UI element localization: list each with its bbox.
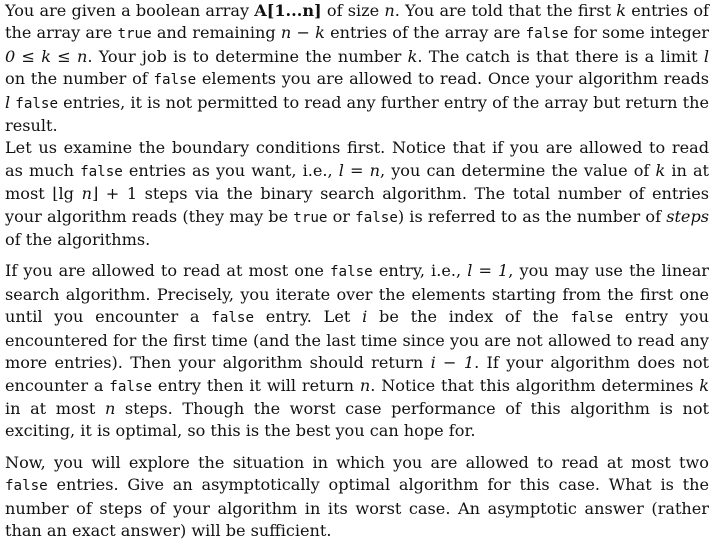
text-run: ⌋ + 1 steps via the binary search algorithm. The total number of entries your algorithm reads (they may be <box>5 184 709 226</box>
code-term: true <box>117 26 152 43</box>
text-run: entry you encountered for the first time (and the last time since you are not allowed to read any more entries). Then your algorithm should return <box>5 307 709 373</box>
text-run: on the number of <box>5 69 154 89</box>
code-term: false <box>5 478 48 495</box>
code-term: false <box>80 163 123 180</box>
text-run: for some integer <box>568 23 709 43</box>
text-run: entries, it is not permitted to read any further entry of the array but return the result. <box>5 92 709 136</box>
code-term: true <box>293 209 328 226</box>
bold-term: A[1...n] <box>254 1 322 20</box>
code-term: false <box>153 72 197 89</box>
math-expr: i − 1 <box>430 353 475 373</box>
text-run: . You are told that the first <box>394 1 617 20</box>
text-run: steps. Though the worst case performance of this algorithm is not exciting, it is optimal, so this is the best you can hope for. <box>5 398 709 441</box>
math-expr: k <box>616 1 626 20</box>
text-run: entry. Let <box>254 307 363 327</box>
text-run: entries as you want, i.e., <box>122 160 339 180</box>
math-expr: k <box>655 160 666 180</box>
text-run: entries. Give an asymptotically optimal algorithm for this case. What is the number of steps of your algorithm in its worst case. An asymptotic answer (rather than an exact answer) will be sufficient. <box>5 475 709 540</box>
text-run: . The catch is that there is a limit <box>417 46 704 66</box>
code-term: false <box>109 378 153 395</box>
text-run: and remaining <box>151 23 281 43</box>
math-expr: 0 ≤ k ≤ n <box>5 46 88 66</box>
text-run: entry, i.e., <box>372 261 468 281</box>
math-expr: k <box>699 375 709 395</box>
text-run: , you may use the linear search algorithm. Precisely, you iterate over the elements starting from the first one until you encounter a <box>5 261 709 327</box>
text-run: Now, you will explore the situation in which you are allowed to read at most two <box>5 452 709 472</box>
math-expr: i <box>362 307 368 327</box>
text-run: entry then it will return <box>152 375 360 395</box>
text-run: . Your job is to determine the number <box>87 46 408 66</box>
paragraph-boundary-conditions <box>5 137 709 251</box>
emphasis-term: steps <box>666 206 710 226</box>
text-run: or <box>327 206 356 226</box>
text-run: of size <box>321 1 385 20</box>
math-expr: l = 1 <box>467 261 509 281</box>
text-run: . Notice that this algorithm determines <box>370 375 700 395</box>
text-run: of the algorithms. <box>5 230 151 250</box>
math-expr: n <box>81 184 92 204</box>
math-expr: n <box>104 398 116 418</box>
code-term: false <box>525 26 569 43</box>
code-term: false <box>330 264 373 281</box>
code-term: false <box>355 209 398 226</box>
math-expr: l = n <box>338 160 380 180</box>
text-run: be the index of the <box>367 307 571 327</box>
math-expr: l <box>703 46 710 66</box>
math-expr: n <box>359 375 371 395</box>
code-term: false <box>211 310 255 327</box>
math-expr: n <box>384 1 395 20</box>
paragraph-problem-statement <box>5 0 709 137</box>
text-run: . If your algorithm does not encounter a <box>5 353 709 395</box>
text-run: entries of the array are <box>5 1 710 43</box>
paragraph-linear-search <box>5 260 709 442</box>
text-run: elements you are allowed to read. Once your algorithm reads <box>196 69 710 89</box>
text-run: in at most ⌊lg <box>5 160 710 204</box>
code-term: false <box>15 95 58 112</box>
text-run: Let us examine the boundary conditions first. Notice that if you are allowed to read as much <box>5 138 709 180</box>
text-run: ) is referred to as the number of <box>397 206 667 226</box>
math-expr: n − k <box>280 23 325 43</box>
text-run: , you can determine the value of <box>379 160 656 180</box>
text-run: If you are allowed to read at most one <box>5 261 330 281</box>
text-run: You are given a boolean array <box>5 1 255 20</box>
text-run: in at most <box>5 398 105 418</box>
text-run: entries of the array are <box>324 23 526 43</box>
math-expr: l <box>5 92 11 112</box>
math-expr: k <box>407 46 418 66</box>
code-term: false <box>570 310 614 327</box>
paragraph-two-false-entries <box>5 452 709 542</box>
